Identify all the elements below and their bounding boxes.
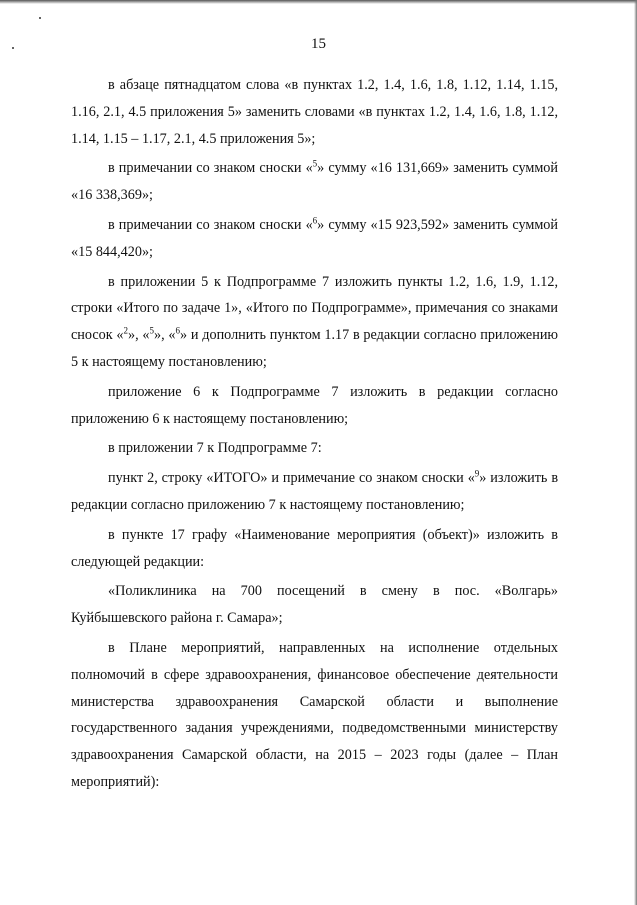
paragraph: в абзаце пятнадцатом слова «в пунктах 1.2, 1.4, 1.6, 1.8, 1.12, 1.14, 1.15, 1.16, 2.1, 4.5 приложения 5» заменить словами «в пунктах 1.2, 1.4, 1.6, 1.8, 1.12, 1.14, 1.15 – 1.17, 2.1, 4.5 приложения 5»; <box>71 77 558 147</box>
paragraph: в примечании со знаком сноски «$^5$» сумму «16 131,669» заменить суммой «16 338,369»; <box>71 158 558 204</box>
scan-edge-top <box>0 0 637 4</box>
footnote-mark: 2 <box>123 325 128 336</box>
document-body <box>71 72 558 796</box>
footnote-mark: 6 <box>312 215 318 226</box>
page-number: 15 <box>311 36 326 52</box>
paragraph: в приложении 7 к Подпрограмме 7: <box>108 440 322 457</box>
footnote-mark: 5 <box>149 325 155 336</box>
paragraph: приложение 6 к Подпрограмме 7 изложить в редакции согласно приложению 6 к настоящему постановлению; <box>71 383 558 427</box>
paragraph: в Плане мероприятий, направленных на исполнение отдельных полномочий в сфере здравоохранения, финансовое обеспечение деятельности министерства здравоохранения Самарской области и выполнение государственного задания учреждениями, подведомственными министерству здравоохранения Самарской области, на 2015 – 2023 годы (далее – План мероприятий): <box>71 639 558 790</box>
paragraph: «Поликлиника на 700 посещений в смену в пос. «Волгарь» Куйбышевского района г. Самара»; <box>71 583 558 627</box>
paragraph: пункт 2, строку «ИТОГО» и примечание со знаком сноски «$^9$» изложить в редакции согласно приложению 7 к настоящему постановлению; <box>71 468 559 513</box>
paragraph: в приложении 5 к Подпрограмме 7 изложить пункты 1.2, 1.6, 1.9, 1.12, строки «Итого по задаче 1», «Итого по Подпрограмме», примечания со знаками сносок «$^2$», «$^5$», «$^6$» и дополнить пунктом 1.17 в редакции согласно приложению 5 к настоящему постановлению; <box>71 273 559 370</box>
footnote-mark: 9 <box>474 468 480 479</box>
paragraph: в примечании со знаком сноски «$^6$» сумму «15 923,592» заменить суммой «15 844,420»; <box>71 215 558 260</box>
scan-speck <box>39 17 41 19</box>
footnote-mark: 6 <box>175 325 181 336</box>
footnote-mark: 5 <box>312 158 318 169</box>
paragraph: в пункте 17 графу «Наименование мероприятия (объект)» изложить в следующей редакции: <box>71 526 558 570</box>
